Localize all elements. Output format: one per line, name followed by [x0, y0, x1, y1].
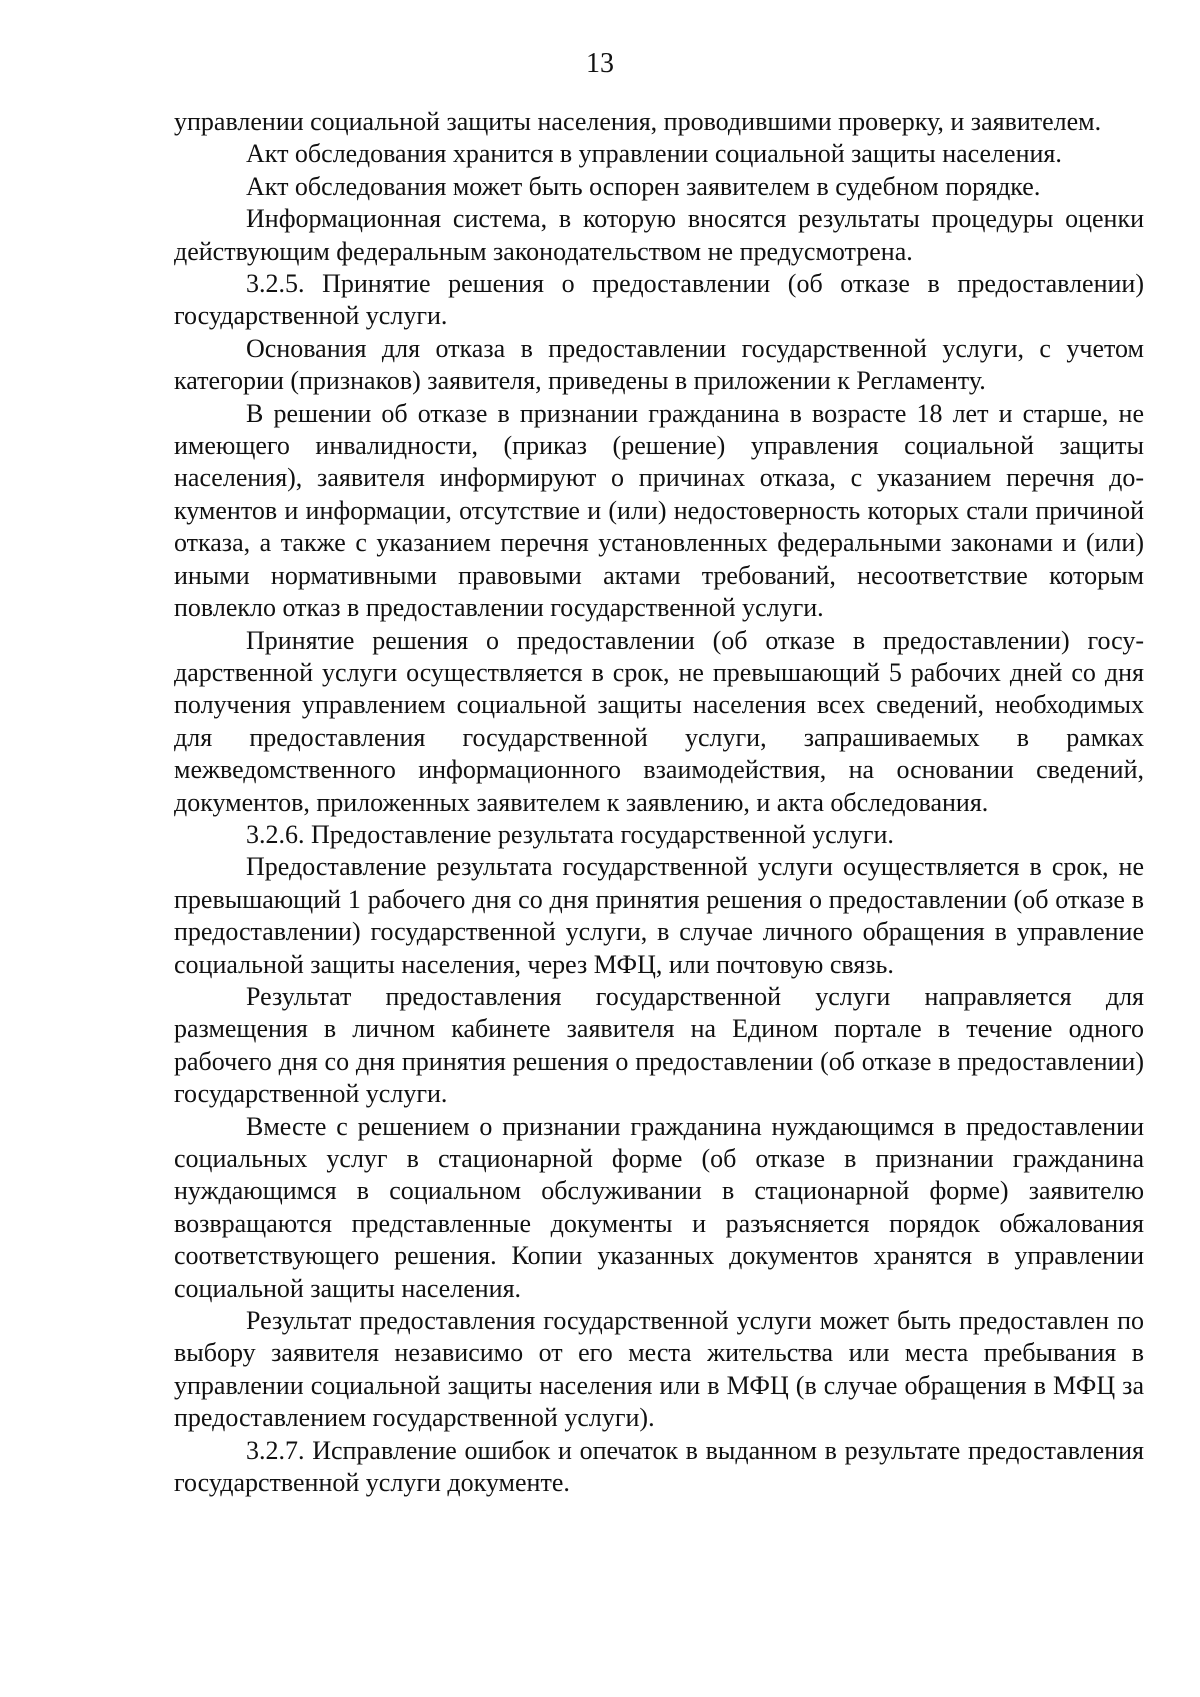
paragraph: Акт обследования может быть оспорен заявителем в судебном порядке. — [246, 171, 1041, 201]
paragraph: Результат предоставления государственной услуги направляется для размещения в личном кабинете заявителя на Едином портале в течение одного рабочего дня со дня принятия решения о предоставлении (об отказе в предоставлении) государственной услуги. — [174, 981, 1144, 1109]
section-heading-3-2-5: 3.2.5. Принятие решения о предоставлении (об отказе в предоставлении) государственной услуги. — [174, 269, 1144, 331]
paragraph: Основания для отказа в предоставлении государственной услуги, с учетом категории (признаков) заявителя, приведены в приложении к Регламенту. — [174, 333, 1144, 396]
paragraph: Информационная система, в которую вносятся результаты процедуры оценки действующим федеральным законодательством не предусмотрена. — [174, 204, 1144, 266]
paragraph: Вместе с решением о признании гражданина нуждающимся в предоставлении социальных услуг в стационарной форме (об отказе в признании гражданина нуждающимся в социальном обслуживании в стационарной форме) заявителю возвращаются представленные документы и разъясняется порядок обжалования соответствующего решения. Копии указанных документов хранятся в управлении социальной защиты населения. — [174, 1111, 1144, 1303]
paragraph: Результат предоставления государственной услуги может быть предоставлен по выбору заявителя независимо от его места жительства или места пребывания в управлении социальной защиты населения или в МФЦ (в случае обращения в МФЦ за предоставлением государственной услуги). — [174, 1306, 1144, 1433]
section-heading-3-2-6: 3.2.6. Предоставление результата государственной услуги. — [246, 819, 894, 849]
paragraph-continuation: управлении социальной защиты населения, проводившими проверку, и заявителем. — [174, 107, 1102, 136]
page-number: 13 — [586, 48, 614, 79]
document-body — [174, 106, 1144, 1499]
paragraph: Принятие решения о предоставлении (об отказе в предоставлении) государственной услуги осуществляется в срок, не превышающий 5 рабочих дней со дня получения управлением социальной защиты населения всех сведений, необходимых для предоставления государственной услуги, запрашиваемых в рамках межведомственного информационного взаимодействия, на основании сведений, документов, приложенных заявителем к заявлению, и акта обследования. — [174, 625, 1144, 817]
paragraph: Предоставление результата государственной услуги осуществляется в срок, не превышающий 1 рабочего дня со дня принятия решения о предоставлении (об отказе в предоставлении) государственной услуги, в случае личного обращения в управление социальной защиты населения, через МФЦ, или почтовую связь. — [174, 852, 1144, 979]
paragraph: Акт обследования хранится в управлении социальной защиты населения. — [246, 139, 1062, 169]
paragraph: В решении об отказе в признании гражданина в возрасте 18 лет и старше, не имеющего инвалидности, (приказ (решение) управления социальной защиты населения), заявителя информируют о причинах отказа, с указанием перечня документов и информации, отсутствие и (или) недостоверность которых стали причиной отказа, а также с указанием перечня установленных федеральными законами и (или) иными нормативными правовыми актами требований, несоответствие которым повлекло отказ в предоставлении государственной услуги. — [174, 398, 1144, 623]
section-heading-3-2-7: 3.2.7. Исправление ошибок и опечаток в выданном в результате предоставления государственной услуги документе. — [174, 1435, 1144, 1498]
